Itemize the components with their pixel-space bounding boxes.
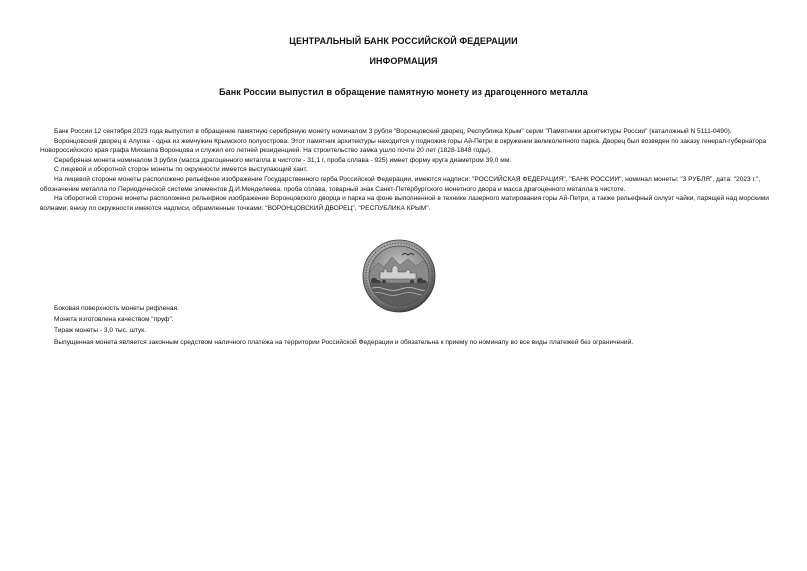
document-kind-heading: ИНФОРМАЦИЯ	[369, 56, 438, 66]
paragraph: Боковая поверхность монеты рифленая.	[54, 305, 179, 312]
paragraph: На оборотной стороне монеты расположено рельефное изображение Воронцовского дворца и парка на фоне выполненной в технике лазерного матирования горы Ай-Петри, а также рельефный силуэт чайки, парящей над морскими волнами; внизу по окружности имеются надписи, обрамленные точками: "ВОРОНЦОВСКИЙ ДВОРЕЦ", "РЕСПУБЛИКА КРЫМ".	[40, 195, 769, 212]
paragraph: Монета изготовлена качеством "пруф".	[54, 316, 174, 324]
paragraph: Воронцовский дворец в Алупке - одна из жемчужин Крымского полуострова. Этот памятник архитектуры находится у подножия горы Ай-Петри в окружении великолепного парка. Дворец был возведен по заказу генерал-губернатора Новороссийского края графа Михаила Воронцова и служил его летней резиденцией. На строительство замка ушло почти 20 лет (1828-1848 годы).	[40, 137, 767, 155]
paragraph: Серебряная монета номиналом 3 рубля (масса драгоценного металла в чистоте - 31,1 г, проба сплава - 925) имеет форму круга диаметром 39,0 мм.	[54, 156, 512, 164]
paragraph: Выпущенная монета является законным средством наличного платежа на территории Российской Федерации и обязательна к приему по номиналу во все виды платежей без ограничений.	[54, 338, 634, 346]
paragraph: Тираж монеты - 3,0 тыс. штук.	[54, 327, 147, 335]
paragraph: Банк России 12 сентября 2023 года выпустил в обращение памятную серебряную монету номиналом 3 рубля "Воронцовский дворец, Республика Крым" серии "Памятники архитектуры России" (каталожный N 5111-0490).	[54, 128, 732, 135]
paragraph: На лицевой стороне монеты расположено рельефное изображение Государственного герба Российской Федерации, имеются надписи: "РОССИЙСКАЯ ФЕДЕРАЦИЯ", "БАНК РОССИИ", номинал монеты: "3 РУБЛЯ", дата: "2023 г.", обозначение металла по Периодической системе элементов Д.И.Менделеева, проба сплава, товарный знак Санкт-Петербургского монетного двора и масса драгоценного металла в чистоте.	[40, 175, 761, 193]
document-title: Банк России выпустил в обращение памятную монету из драгоценного металла	[219, 87, 588, 97]
coin-reverse-picture	[362, 239, 436, 313]
body-text	[40, 127, 773, 213]
organization-heading: ЦЕНТРАЛЬНЫЙ БАНК РОССИЙСКОЙ ФЕДЕРАЦИИ	[289, 36, 518, 46]
closing-text	[40, 303, 773, 348]
coin-image	[362, 239, 436, 313]
paragraph: С лицевой и оборотной сторон монеты по окружности имеется выступающий кант.	[54, 166, 308, 174]
